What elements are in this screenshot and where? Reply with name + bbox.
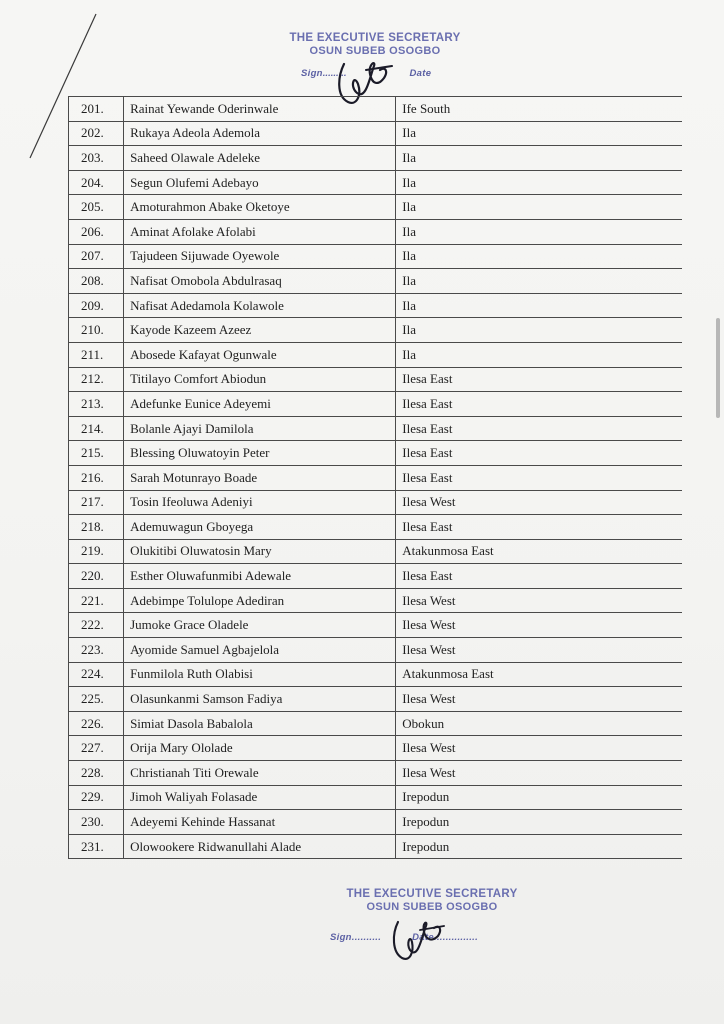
- row-lga: Ilesa East: [396, 367, 682, 392]
- row-number: 222.: [69, 613, 124, 638]
- table-row: [69, 564, 682, 589]
- row-lga: Ila: [396, 342, 682, 367]
- row-lga: Irepodun: [396, 810, 682, 835]
- row-number: 203.: [69, 146, 124, 171]
- stamp-top-sign-label: Sign: [301, 68, 323, 79]
- stamp-top-sign-row: Sign......... Date: [301, 68, 432, 79]
- row-number: 228.: [69, 761, 124, 786]
- table-row: [69, 392, 682, 417]
- table-row: [69, 539, 682, 564]
- row-name: Ayomide Samuel Agbajelola: [124, 638, 396, 663]
- row-lga: Atakunmosa East: [396, 662, 682, 687]
- row-name: Sarah Motunrayo Boade: [124, 465, 396, 490]
- row-lga: Ilesa West: [396, 736, 682, 761]
- stamp-top-date-label: Date: [409, 68, 432, 79]
- table-row: [69, 761, 682, 786]
- row-lga: Ilesa East: [396, 465, 682, 490]
- table-row: [69, 810, 682, 835]
- row-name: Nafisat Adedamola Kolawole: [124, 293, 396, 318]
- table-row: [69, 146, 682, 171]
- row-name: Simiat Dasola Babalola: [124, 711, 396, 736]
- row-lga: Atakunmosa East: [396, 539, 682, 564]
- row-lga: Ilesa West: [396, 687, 682, 712]
- row-lga: Ilesa East: [396, 515, 682, 540]
- row-lga: Ife South: [396, 97, 682, 122]
- row-number: 227.: [69, 736, 124, 761]
- row-name: Olasunkanmi Samson Fadiya: [124, 687, 396, 712]
- row-name: Tosin Ifeoluwa Adeniyi: [124, 490, 396, 515]
- row-name: Adeyemi Kehinde Hassanat: [124, 810, 396, 835]
- row-lga: Ilesa East: [396, 441, 682, 466]
- stamp-bottom-sign-row: [330, 932, 542, 943]
- row-number: 208.: [69, 269, 124, 294]
- row-number: 207.: [69, 244, 124, 269]
- row-number: 201.: [69, 97, 124, 122]
- row-number: 218.: [69, 515, 124, 540]
- row-number: 225.: [69, 687, 124, 712]
- table-row: [69, 244, 682, 269]
- row-name: Funmilola Ruth Olabisi: [124, 662, 396, 687]
- row-name: Kayode Kazeem Azeez: [124, 318, 396, 343]
- row-number: 230.: [69, 810, 124, 835]
- table-row: [69, 121, 682, 146]
- row-number: 223.: [69, 638, 124, 663]
- row-name: Orija Mary Ololade: [124, 736, 396, 761]
- row-lga: Ila: [396, 146, 682, 171]
- row-lga: Ila: [396, 121, 682, 146]
- row-number: 205.: [69, 195, 124, 220]
- row-lga: Irepodun: [396, 834, 682, 859]
- row-lga: Ila: [396, 195, 682, 220]
- stamp-top-line1: THE EXECUTIVE SECRETARY: [289, 32, 461, 44]
- table-row: [69, 662, 682, 687]
- table-row: [69, 293, 682, 318]
- row-name: Adefunke Eunice Adeyemi: [124, 392, 396, 417]
- table-row: [69, 342, 682, 367]
- stamp-bottom-line2: OSUN SUBEB OSOGBO: [366, 901, 498, 913]
- row-name: Abosede Kafayat Ogunwale: [124, 342, 396, 367]
- table-row: [69, 195, 682, 220]
- row-name: Aminat Afolake Afolabi: [124, 219, 396, 244]
- row-name: Segun Olufemi Adebayo: [124, 170, 396, 195]
- row-lga: Ila: [396, 244, 682, 269]
- row-number: 206.: [69, 219, 124, 244]
- row-name: Adebimpe Tolulope Adediran: [124, 588, 396, 613]
- table-row: [69, 416, 682, 441]
- row-name: Bolanle Ajayi Damilola: [124, 416, 396, 441]
- row-name: Saheed Olawale Adeleke: [124, 146, 396, 171]
- row-name: Olowookere Ridwanullahi Alade: [124, 834, 396, 859]
- table-row: [69, 834, 682, 859]
- row-lga: Ilesa West: [396, 638, 682, 663]
- row-lga: Obokun: [396, 711, 682, 736]
- row-lga: Ilesa East: [396, 416, 682, 441]
- table-row: [69, 269, 682, 294]
- table-row: [69, 515, 682, 540]
- row-number: 212.: [69, 367, 124, 392]
- table-row: [69, 613, 682, 638]
- row-number: 229.: [69, 785, 124, 810]
- row-name: Titilayo Comfort Abiodun: [124, 367, 396, 392]
- row-lga: Ilesa West: [396, 613, 682, 638]
- row-number: 209.: [69, 293, 124, 318]
- stamp-top-line2: OSUN SUBEB OSOGBO: [309, 45, 441, 57]
- table-row: [69, 219, 682, 244]
- row-lga: Ilesa West: [396, 490, 682, 515]
- table-row: [69, 490, 682, 515]
- table-row: [69, 170, 682, 195]
- row-number: 211.: [69, 342, 124, 367]
- row-number: 221.: [69, 588, 124, 613]
- stamp-bottom-sign-label: Sign..........: [330, 932, 382, 943]
- row-name: Tajudeen Sijuwade Oyewole: [124, 244, 396, 269]
- row-number: 202.: [69, 121, 124, 146]
- row-name: Amoturahmon Abake Oketoye: [124, 195, 396, 220]
- row-number: 210.: [69, 318, 124, 343]
- row-number: 224.: [69, 662, 124, 687]
- table-row: [69, 465, 682, 490]
- table-row: [69, 736, 682, 761]
- table-row: [69, 687, 682, 712]
- table-row: [69, 785, 682, 810]
- table-row: [69, 367, 682, 392]
- table-row: [69, 638, 682, 663]
- row-number: 215.: [69, 441, 124, 466]
- row-lga: Ila: [396, 219, 682, 244]
- row-name: Jimoh Waliyah Folasade: [124, 785, 396, 810]
- row-lga: Ila: [396, 170, 682, 195]
- row-number: 204.: [69, 170, 124, 195]
- table-row: [69, 97, 682, 122]
- row-lga: Ilesa West: [396, 588, 682, 613]
- row-lga: Ila: [396, 269, 682, 294]
- row-lga: Ilesa East: [396, 564, 682, 589]
- row-number: 219.: [69, 539, 124, 564]
- stamp-bottom-line1: THE EXECUTIVE SECRETARY: [346, 888, 518, 900]
- row-name: Esther Oluwafunmibi Adewale: [124, 564, 396, 589]
- table-row: [69, 441, 682, 466]
- stamp-bottom: [322, 888, 542, 943]
- row-name: Nafisat Omobola Abdulrasaq: [124, 269, 396, 294]
- row-name: Ademuwagun Gboyega: [124, 515, 396, 540]
- row-lga: Ilesa East: [396, 392, 682, 417]
- row-number: 214.: [69, 416, 124, 441]
- table-row: [69, 588, 682, 613]
- row-name: Rainat Yewande Oderinwale: [124, 97, 396, 122]
- beneficiary-table: [68, 96, 682, 859]
- row-number: 226.: [69, 711, 124, 736]
- stamp-bottom-date-label: Date...............: [412, 932, 479, 943]
- row-name: Olukitibi Oluwatosin Mary: [124, 539, 396, 564]
- row-lga: Ilesa West: [396, 761, 682, 786]
- row-lga: Ila: [396, 318, 682, 343]
- row-number: 220.: [69, 564, 124, 589]
- table-row: [69, 711, 682, 736]
- table-row: [69, 318, 682, 343]
- row-number: 216.: [69, 465, 124, 490]
- row-name: Jumoke Grace Oladele: [124, 613, 396, 638]
- row-name: Christianah Titi Orewale: [124, 761, 396, 786]
- stamp-top: [265, 32, 485, 79]
- row-number: 231.: [69, 834, 124, 859]
- row-number: 217.: [69, 490, 124, 515]
- row-lga: Irepodun: [396, 785, 682, 810]
- row-lga: Ila: [396, 293, 682, 318]
- row-name: Blessing Oluwatoyin Peter: [124, 441, 396, 466]
- row-name: Rukaya Adeola Ademola: [124, 121, 396, 146]
- row-number: 213.: [69, 392, 124, 417]
- scrollbar-thumb[interactable]: [716, 318, 720, 418]
